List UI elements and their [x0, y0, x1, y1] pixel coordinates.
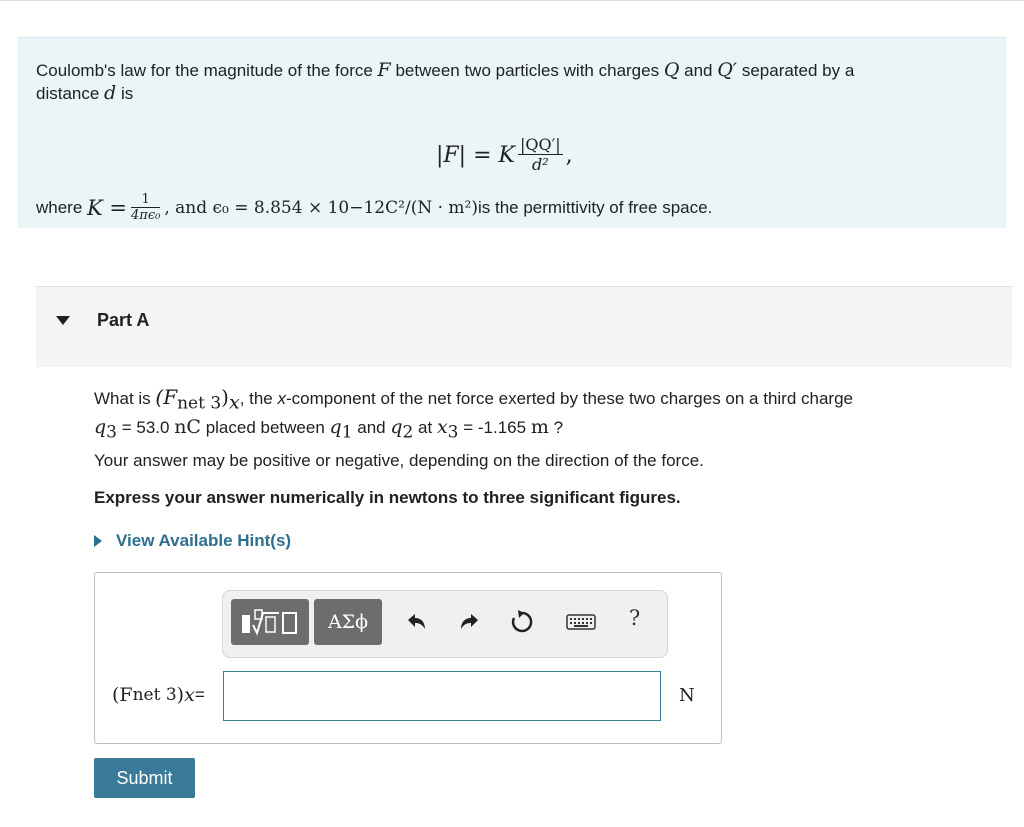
- hints-label: View Available Hint(s): [116, 531, 292, 550]
- formula-fraction: [518, 136, 563, 175]
- q-text-3: -component of the net force exerted by these two charges on a third charge: [286, 389, 854, 408]
- help-button[interactable]: ?: [629, 606, 641, 630]
- answer-instructions: Express your answer numerically in newtons to three significant figures.: [94, 488, 681, 507]
- intro-text-5: is: [116, 84, 134, 103]
- intro-text-4: distance: [36, 84, 105, 103]
- where-text: where: [36, 198, 83, 217]
- q3-value: = 53.0: [117, 418, 175, 438]
- formula-lhs: |F| = K: [436, 142, 515, 168]
- q-text-2: , the: [239, 389, 278, 408]
- epsilon-value: , and ϵ₀ = 8.854 × 10: [164, 198, 350, 218]
- where-tail: is the permittivity of free space.: [477, 198, 713, 217]
- var-Q-prime: Q′: [717, 59, 738, 81]
- intro-text-2: between two particles with charges: [390, 61, 664, 80]
- ans-label-open: (F: [112, 684, 133, 706]
- collapse-caret-icon[interactable]: [56, 316, 70, 325]
- var-Q: Q: [663, 59, 680, 81]
- unit-nC: nC: [174, 416, 201, 439]
- templates-icon: [239, 607, 301, 637]
- K-denominator: 4πϵ₀: [131, 208, 161, 223]
- templates-button[interactable]: [231, 599, 309, 645]
- formula-numerator: |QQ′|: [519, 134, 561, 154]
- question-text: [94, 385, 974, 445]
- unit-m: m: [530, 416, 549, 439]
- undo-icon[interactable]: [403, 609, 429, 635]
- view-hints-link[interactable]: [94, 531, 291, 551]
- q2-sub: 2: [402, 422, 414, 443]
- q3-var: q: [94, 416, 107, 439]
- intro-text-1: Coulomb's law for the magnitude of the force: [36, 61, 378, 80]
- epsilon-units: C²/(N · m²): [385, 198, 478, 218]
- greek-symbols-button[interactable]: ΑΣϕ: [314, 599, 382, 645]
- formula-comma: ,: [565, 142, 573, 168]
- ans-label-eq: =: [194, 685, 205, 704]
- redo-icon[interactable]: [457, 609, 483, 635]
- var-F: F: [377, 59, 391, 81]
- answer-label: [112, 684, 205, 706]
- K-equals: K =: [87, 196, 128, 220]
- q3-sub: 3: [106, 422, 117, 443]
- q-fnet-x: x: [228, 391, 240, 414]
- q-fnet-sub: net 3: [177, 393, 222, 414]
- answer-unit: N: [679, 685, 695, 706]
- part-title: Part A: [97, 310, 150, 330]
- var-d: d: [104, 82, 117, 104]
- q1-sub: 1: [341, 422, 353, 443]
- ans-label-sub: net 3: [132, 685, 177, 705]
- epsilon-exponent: −12: [349, 198, 386, 218]
- q-text-1: What is: [94, 389, 156, 408]
- K-fraction: [131, 193, 160, 223]
- keyboard-icon[interactable]: [565, 609, 597, 635]
- x3-var: x: [436, 416, 448, 439]
- q-text-6: at: [413, 418, 437, 438]
- ans-label-close: ): [176, 684, 185, 706]
- formula-denominator: d²: [531, 154, 549, 174]
- answer-panel: [94, 572, 722, 744]
- ans-label-x: x: [184, 684, 195, 706]
- q-text-7: ?: [548, 418, 564, 438]
- q-x-word: x: [277, 389, 286, 408]
- K-numerator: 1: [141, 192, 150, 207]
- coulomb-formula: [436, 127, 573, 183]
- expand-triangle-icon: [94, 535, 102, 547]
- part-a-header[interactable]: [36, 286, 1012, 367]
- intro-text-3: separated by a: [737, 61, 855, 80]
- reset-icon[interactable]: [509, 609, 535, 635]
- math-toolbar: [222, 590, 668, 658]
- problem-intro: [18, 37, 1006, 228]
- q-text-4: placed between: [200, 418, 330, 438]
- top-divider: [0, 0, 1024, 1]
- x3-value: = -1.165: [458, 418, 531, 438]
- sign-note: Your answer may be positive or negative, depending on the direction of the force.: [94, 451, 704, 470]
- q2-var: q: [390, 416, 403, 439]
- where-line: [36, 193, 712, 223]
- q1-var: q: [329, 416, 342, 439]
- answer-input[interactable]: [223, 671, 661, 721]
- x3-sub: 3: [447, 422, 459, 443]
- q-text-5: and: [352, 418, 391, 438]
- intro-and: and: [679, 61, 718, 80]
- submit-button[interactable]: Submit: [94, 758, 195, 798]
- q-fnet: (F: [155, 385, 178, 409]
- q-fnet-close: ): [221, 385, 229, 409]
- intro-text: [36, 59, 976, 105]
